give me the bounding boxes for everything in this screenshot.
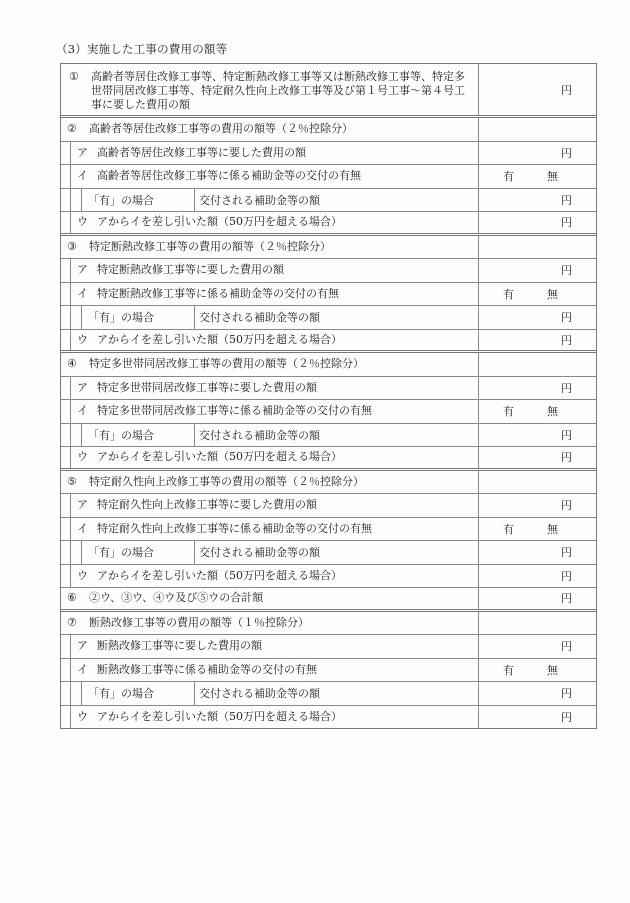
row-description: 高齢者等居住改修工事等に要した費用の額 — [97, 145, 306, 159]
yes-option[interactable]: 有 — [503, 287, 514, 301]
amount-field[interactable] — [479, 494, 596, 517]
row-description: 特定断熱改修工事等に要した費用の額 — [97, 263, 284, 277]
row-4-subsidy-amount — [61, 424, 596, 448]
row-7-subsidy-amount — [61, 682, 596, 706]
yen-unit: 円 — [561, 311, 572, 325]
row-2u-net — [61, 212, 596, 236]
yen-unit: 円 — [561, 569, 572, 583]
row-4i-subsidy — [61, 400, 596, 424]
item-number: ② — [67, 122, 77, 136]
yen-unit: 円 — [561, 193, 572, 207]
item-mark: イ — [77, 286, 88, 300]
row-2-subsidy-amount — [61, 189, 596, 213]
item-number: ⑦ — [67, 615, 77, 629]
item-mark: ア — [77, 263, 88, 277]
item-mark: イ — [77, 169, 88, 183]
no-option[interactable]: 無 — [547, 663, 558, 677]
section-header-5 — [61, 471, 596, 495]
section-header-4 — [61, 353, 596, 377]
row-3u-net — [61, 330, 596, 354]
row-description: 交付される補助金等の額 — [199, 193, 320, 207]
yen-unit: 円 — [561, 381, 572, 395]
amount-field[interactable] — [479, 64, 596, 115]
row-description: 断熱改修工事等に要した費用の額 — [97, 639, 262, 653]
yen-unit: 円 — [561, 451, 572, 465]
item-mark: イ — [77, 404, 88, 418]
condition-label: 「有」の場合 — [82, 306, 195, 329]
amount-field[interactable] — [479, 142, 596, 165]
item-mark: イ — [77, 521, 88, 535]
row-description: 特定耐久性向上改修工事等に要した費用の額 — [97, 498, 317, 512]
row-5a-cost — [61, 494, 596, 518]
row-description: 特定多世帯同居改修工事等に係る補助金等の交付の有無 — [97, 404, 372, 418]
section-title: 特定耐久性向上改修工事等の費用の額等（２％控除分） — [89, 474, 364, 488]
yen-unit: 円 — [561, 146, 572, 160]
yen-unit: 円 — [561, 428, 572, 442]
row-6-total — [61, 588, 596, 612]
row-3-subsidy-amount — [61, 306, 596, 330]
row-description: アからイを差し引いた額（50万円を超える場合） — [97, 215, 342, 229]
section-title: 特定多世帯同居改修工事等の費用の額等（２％控除分） — [89, 357, 364, 371]
amount-field[interactable] — [479, 447, 596, 468]
row-label — [61, 64, 479, 115]
yes-no-selector — [479, 659, 596, 682]
item-mark: ウ — [77, 709, 88, 723]
empty-amount-cell — [479, 236, 596, 259]
section-header-7 — [61, 612, 596, 636]
row-5i-subsidy — [61, 518, 596, 542]
item-number: ⑥ — [67, 591, 77, 605]
row-3a-cost — [61, 259, 596, 283]
yes-no-selector — [479, 400, 596, 423]
row-total-renovation-cost — [61, 64, 596, 118]
row-5u-net — [61, 565, 596, 589]
yes-option[interactable]: 有 — [503, 405, 514, 419]
row-4u-net — [61, 447, 596, 471]
row-7i-subsidy — [61, 659, 596, 683]
amount-field[interactable] — [479, 259, 596, 282]
row-description: アからイを差し引いた額（50万円を超える場合） — [97, 568, 342, 582]
yen-unit: 円 — [561, 264, 572, 278]
yen-unit: 円 — [561, 592, 572, 606]
amount-field[interactable] — [479, 306, 596, 329]
row-description: 高齢者等居住改修工事等に係る補助金等の交付の有無 — [97, 169, 361, 183]
item-number: ⑤ — [67, 474, 77, 488]
item-mark: ウ — [77, 450, 88, 464]
row-description: アからイを差し引いた額（50万円を超える場合） — [97, 332, 342, 346]
yes-no-selector — [479, 518, 596, 541]
item-number: ③ — [67, 239, 77, 253]
amount-field[interactable] — [479, 377, 596, 400]
yen-unit: 円 — [561, 546, 572, 560]
item-number: ④ — [67, 357, 77, 371]
amount-field[interactable] — [479, 706, 596, 729]
row-description: 特定多世帯同居改修工事等に要した費用の額 — [97, 380, 317, 394]
row-description: 交付される補助金等の額 — [199, 546, 320, 560]
no-option[interactable]: 無 — [547, 522, 558, 536]
section-header-3 — [61, 236, 596, 260]
empty-amount-cell — [479, 471, 596, 494]
condition-label: 「有」の場合 — [82, 424, 195, 447]
item-mark: ア — [77, 145, 88, 159]
yes-no-selector — [479, 283, 596, 306]
section-title: 特定断熱改修工事等の費用の額等（２％控除分） — [89, 239, 331, 253]
condition-label: 「有」の場合 — [82, 189, 195, 212]
amount-field[interactable] — [479, 565, 596, 588]
row-5-subsidy-amount — [61, 541, 596, 565]
section-title: 高齢者等居住改修工事等の費用の額等（２％控除分） — [89, 122, 353, 136]
row-description: アからイを差し引いた額（50万円を超える場合） — [97, 450, 342, 464]
empty-amount-cell — [479, 612, 596, 635]
row-description: アからイを差し引いた額（50万円を超える場合） — [97, 709, 342, 723]
amount-field[interactable] — [479, 635, 596, 658]
amount-field[interactable] — [479, 541, 596, 564]
row-7a-cost — [61, 635, 596, 659]
yes-no-selector — [479, 165, 596, 188]
row-3i-subsidy — [61, 283, 596, 307]
empty-amount-cell — [479, 353, 596, 376]
no-option[interactable]: 無 — [547, 170, 558, 184]
yes-option[interactable]: 有 — [503, 522, 514, 536]
row-description: ②ウ、③ウ、④ウ及び⑤ウの合計額 — [89, 591, 264, 605]
amount-field[interactable] — [479, 330, 596, 351]
yen-unit: 円 — [561, 710, 572, 724]
yen-unit: 円 — [561, 83, 572, 97]
item-mark: ウ — [77, 568, 88, 582]
item-mark: ア — [77, 498, 88, 512]
section-heading: （3）実施した工事の費用の額等 — [56, 42, 228, 56]
yen-unit: 円 — [561, 687, 572, 701]
row-description: 特定断熱改修工事等に係る補助金等の交付の有無 — [97, 286, 339, 300]
item-mark: イ — [77, 662, 88, 676]
yen-unit: 円 — [561, 640, 572, 654]
amount-field[interactable] — [479, 189, 596, 212]
row-description: 高齢者等居住改修工事等、特定断熱改修工事等又は断熱改修工事等、特定多 世帯同居改修工事等、特定耐久性向上改修工事等及び第１号工事～第４号工 事に要した費用の額 — [91, 70, 465, 111]
condition-label: 「有」の場合 — [82, 541, 195, 564]
yen-unit: 円 — [561, 216, 572, 230]
row-description: 交付される補助金等の額 — [199, 687, 320, 701]
row-7u-net — [61, 706, 596, 730]
amount-field[interactable] — [479, 212, 596, 233]
yen-unit: 円 — [561, 333, 572, 347]
yes-option[interactable]: 有 — [503, 663, 514, 677]
section-title: 断熱改修工事等の費用の額等（１％控除分） — [89, 615, 309, 629]
row-4a-cost — [61, 377, 596, 401]
empty-amount-cell — [479, 118, 596, 141]
item-mark: ア — [77, 639, 88, 653]
amount-field[interactable] — [479, 588, 596, 609]
no-option[interactable]: 無 — [547, 287, 558, 301]
cost-form-table — [60, 63, 597, 729]
item-mark: ウ — [77, 332, 88, 346]
row-2a-cost — [61, 142, 596, 166]
item-mark: ウ — [77, 215, 88, 229]
row-description: 特定耐久性向上改修工事等に係る補助金等の交付の有無 — [97, 521, 372, 535]
amount-field[interactable] — [479, 682, 596, 705]
condition-label: 「有」の場合 — [82, 682, 195, 705]
yes-option[interactable]: 有 — [503, 170, 514, 184]
section-header-2 — [61, 118, 596, 142]
row-2i-subsidy — [61, 165, 596, 189]
amount-field[interactable] — [479, 424, 596, 447]
row-description: 交付される補助金等の額 — [199, 311, 320, 325]
no-option[interactable]: 無 — [547, 405, 558, 419]
row-description: 交付される補助金等の額 — [199, 428, 320, 442]
item-mark: ア — [77, 380, 88, 394]
row-description: 断熱改修工事等に係る補助金等の交付の有無 — [97, 662, 317, 676]
item-number: ① — [69, 70, 79, 83]
yen-unit: 円 — [561, 499, 572, 513]
